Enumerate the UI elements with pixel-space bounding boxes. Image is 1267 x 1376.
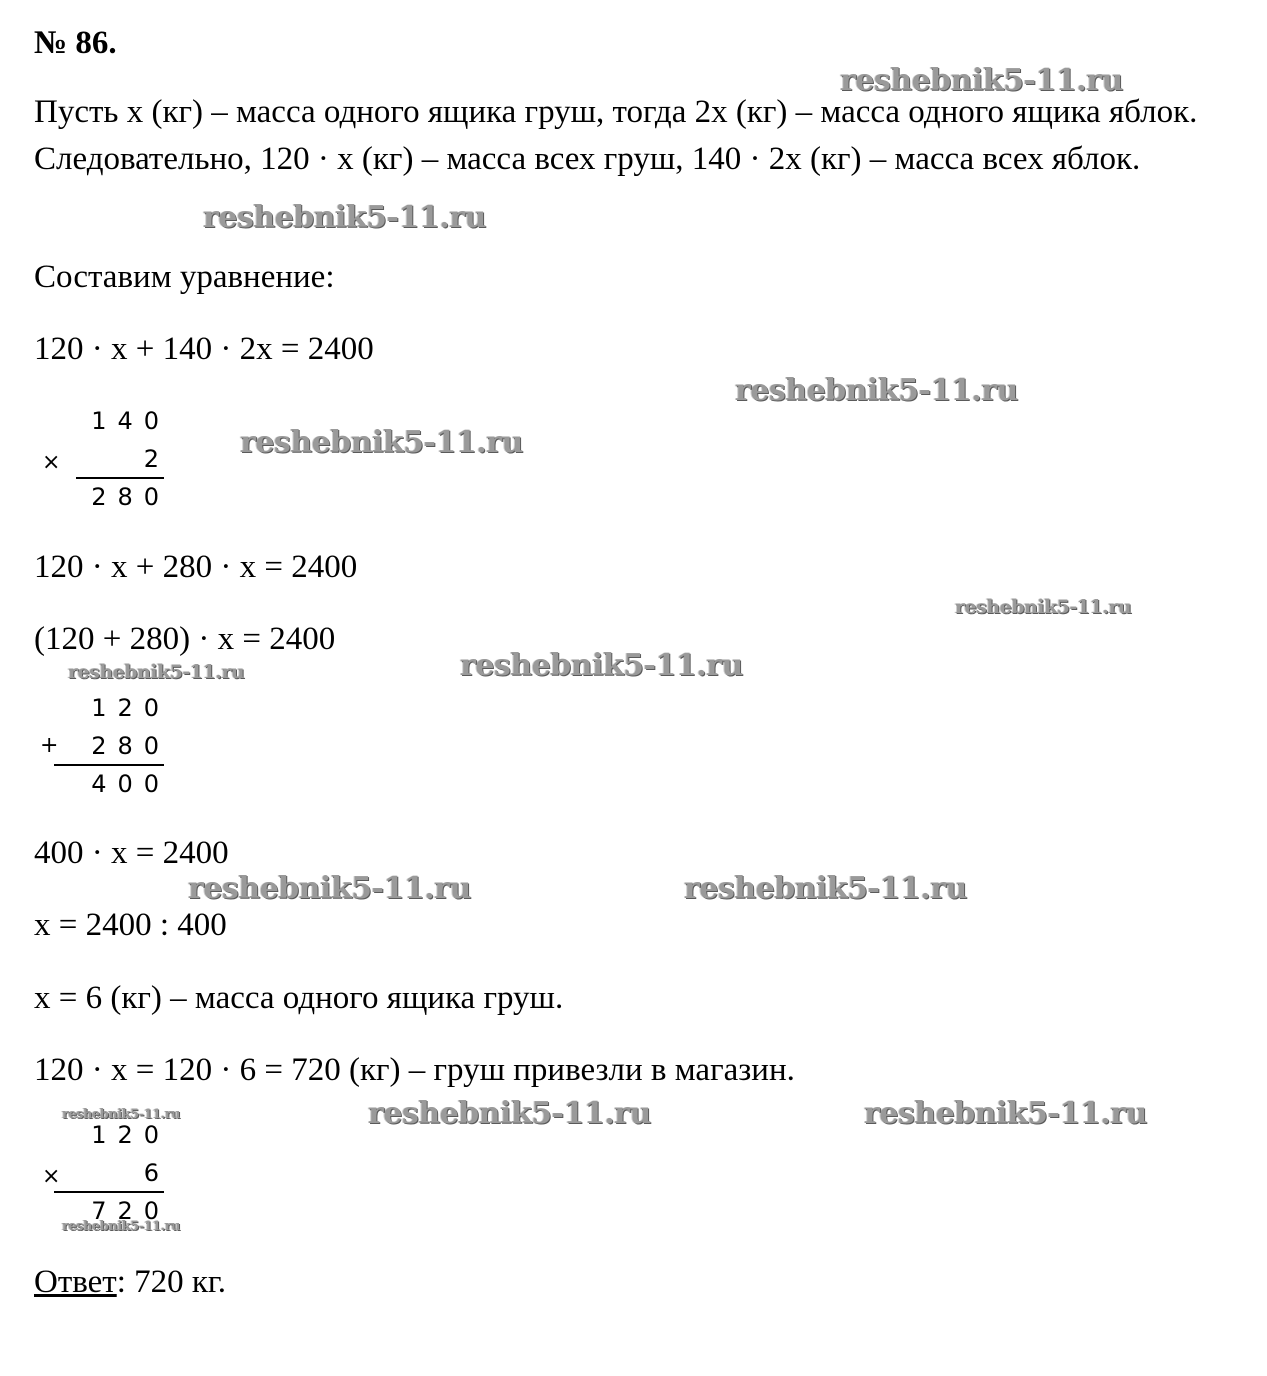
compose-equation-label: Составим уравнение: [34, 259, 335, 295]
calc1-top: 140 [91, 407, 170, 435]
calc3-result: 720 [91, 1197, 170, 1225]
column-multiplication-1 [40, 402, 170, 522]
watermark: reshebnik5-11.ru [68, 661, 245, 683]
calc2-top: 120 [91, 694, 170, 722]
answer-line [34, 1259, 226, 1306]
watermark: reshebnik5-11.ru [460, 648, 743, 683]
multiply-sign: × [42, 1164, 61, 1189]
watermark: reshebnik5-11.ru [684, 871, 967, 906]
answer-value: : 720 кг. [116, 1264, 226, 1300]
watermark: reshebnik5-11.ru [240, 425, 523, 460]
calc1-bottom: 2 [143, 445, 170, 473]
equation-4: 400 · x = 2400 [34, 835, 229, 871]
watermark: reshebnik5-11.ru [203, 200, 486, 235]
equation-1: 120 · x + 140 · 2x = 2400 [34, 331, 374, 367]
answer-label: Ответ [34, 1264, 117, 1300]
plus-sign: + [40, 733, 59, 758]
equation-2: 120 · x + 280 · x = 2400 [34, 549, 358, 585]
watermark: reshebnik5-11.ru [864, 1096, 1147, 1131]
calc2-result: 400 [91, 770, 170, 798]
equation-5: x = 2400 : 400 [34, 907, 227, 943]
problem-number: № 86. [34, 25, 117, 61]
calc3-top: 120 [91, 1121, 170, 1149]
multiply-sign: × [42, 450, 61, 475]
equation-7: 120 · x = 120 · 6 = 720 (кг) – груш привезли в магазин. [34, 1052, 795, 1088]
equation-6: x = 6 (кг) – масса одного ящика груш. [34, 980, 564, 1016]
watermark: reshebnik5-11.ru [368, 1096, 651, 1131]
watermark: reshebnik5-11.ru [840, 63, 1123, 98]
column-addition [40, 689, 170, 809]
problem-paragraph: Пусть x (кг) – масса одного ящика груш, тогда 2x (кг) – масса одного ящика яблок. Следовательно, 120 · x (кг) – масса всех груш, 140 · 2x (кг) – масса всех яблок. [34, 94, 1198, 177]
equation-3: (120 + 280) · x = 2400 [34, 621, 336, 657]
calc2-bottom: 280 [91, 732, 170, 760]
watermark: reshebnik5-11.ru [62, 1107, 181, 1122]
watermark: reshebnik5-11.ru [188, 871, 471, 906]
calc1-result: 280 [91, 483, 170, 511]
column-multiplication-2 [40, 1116, 170, 1236]
calc3-bottom: 6 [143, 1159, 170, 1187]
watermark: reshebnik5-11.ru [955, 596, 1132, 618]
watermark: reshebnik5-11.ru [62, 1219, 181, 1234]
watermark: reshebnik5-11.ru [735, 373, 1018, 408]
